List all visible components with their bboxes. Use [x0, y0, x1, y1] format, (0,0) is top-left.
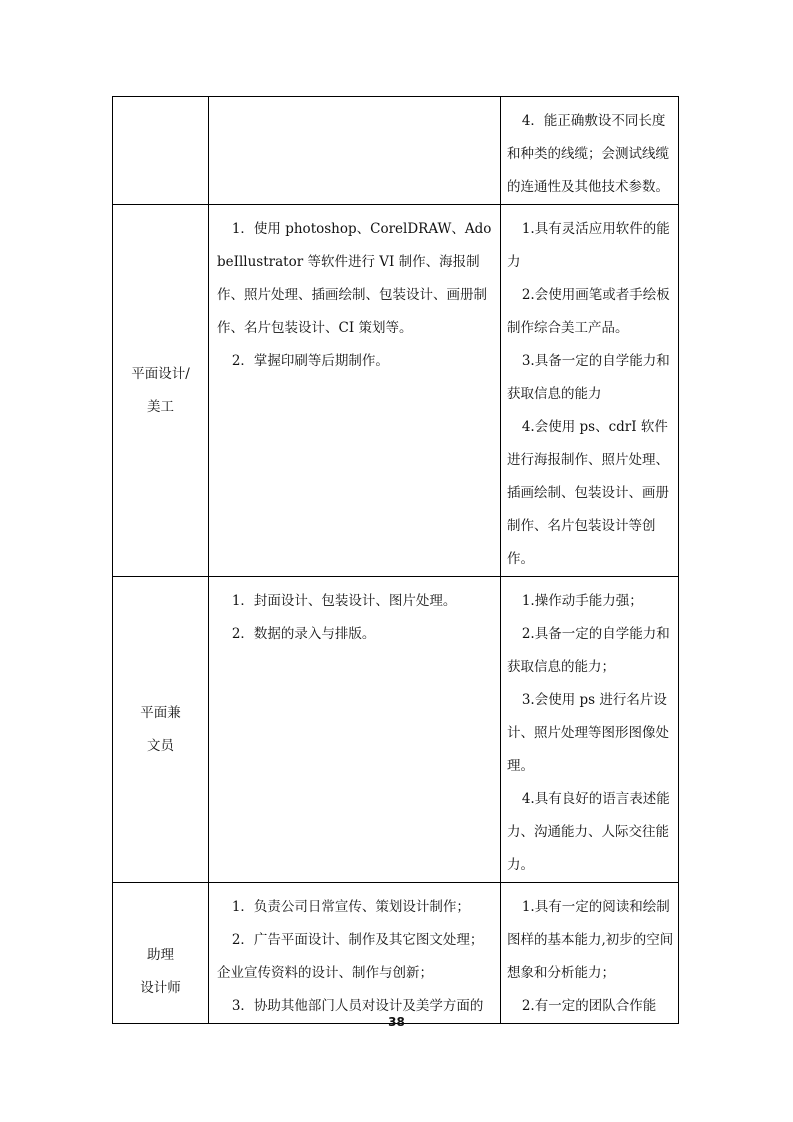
skill-item: 1.具有灵活应用软件的能力: [507, 221, 670, 270]
skill-item: 4．能正确敷设不同长度和种类的线缆；会测试线缆的连通性及其他技术参数。: [507, 113, 669, 195]
duty-item: 3．协助其他部门人员对设计及美学方面的: [231, 998, 484, 1014]
skill-item: 2.具备一定的自学能力和获取信息的能力；: [507, 626, 670, 675]
duty-item: 2．掌握印刷等后期制作。: [231, 353, 389, 369]
role-line: 文员: [147, 737, 174, 754]
role-line: 平面设计/: [131, 365, 190, 382]
skills-cell: [501, 205, 679, 577]
duty-item: 1．封面设计、包装设计、图片处理。: [231, 593, 457, 609]
skill-item: 2.有一定的团队合作能: [521, 998, 657, 1014]
skill-item: 4.具有良好的语言表述能力、沟通能力、人际交往能力。: [507, 791, 670, 873]
role-line: 平面兼: [140, 704, 181, 721]
duties-cell: [209, 205, 501, 577]
role-cell: [113, 97, 209, 205]
skill-item: 4.会使用 ps、cdrI 软件进行海报制作、照片处理、插画绘制、包装设计、画册制作、名片包装设计等创作。: [507, 419, 669, 567]
skill-item: 2.会使用画笔或者手绘板制作综合美工产品。: [507, 287, 670, 336]
role-cell: [113, 577, 209, 883]
page-number: 38: [388, 1015, 405, 1029]
duty-item: 1．使用 photoshop、CorelDRAW、AdobeIllustrator 等软件进行 VI 制作、海报制作、照片处理、插画绘制、包装设计、画册制作、名片包装设计、CI 策划等。: [217, 221, 492, 336]
job-requirements-table: [112, 96, 679, 1024]
skills-cell: [501, 577, 679, 883]
duties-cell: [209, 577, 501, 883]
role-line: 设计师: [140, 980, 181, 996]
duty-item: 企业宣传资料的设计、制作与创新；: [217, 965, 433, 981]
table-row: [113, 97, 679, 205]
duty-item: 1．负责公司日常宣传、策划设计制作；: [231, 899, 470, 915]
skill-item: 1.具有一定的阅读和绘制图样的基本能力,初步的空间想象和分析能力；: [507, 899, 674, 981]
table-row: [113, 883, 679, 1024]
table-row: [113, 205, 679, 577]
table-row: [113, 577, 679, 883]
skills-cell: [501, 97, 679, 205]
duties-cell: [209, 97, 501, 205]
role-cell: [113, 205, 209, 577]
skills-cell: [501, 883, 679, 1024]
duty-item: 2．广告平面设计、制作及其它图文处理；: [231, 932, 484, 948]
skill-item: 3.具备一定的自学能力和获取信息的能力: [507, 353, 670, 402]
skill-item: 1.操作动手能力强；: [521, 593, 643, 609]
duty-item: 2．数据的录入与排版。: [231, 626, 376, 642]
role-line: 美工: [147, 398, 174, 415]
duties-cell: [209, 883, 501, 1024]
role-line: 助理: [147, 947, 174, 963]
skill-item: 3.会使用 ps 进行名片设计、照片处理等图形图像处理。: [507, 692, 669, 774]
role-cell: [113, 883, 209, 1024]
